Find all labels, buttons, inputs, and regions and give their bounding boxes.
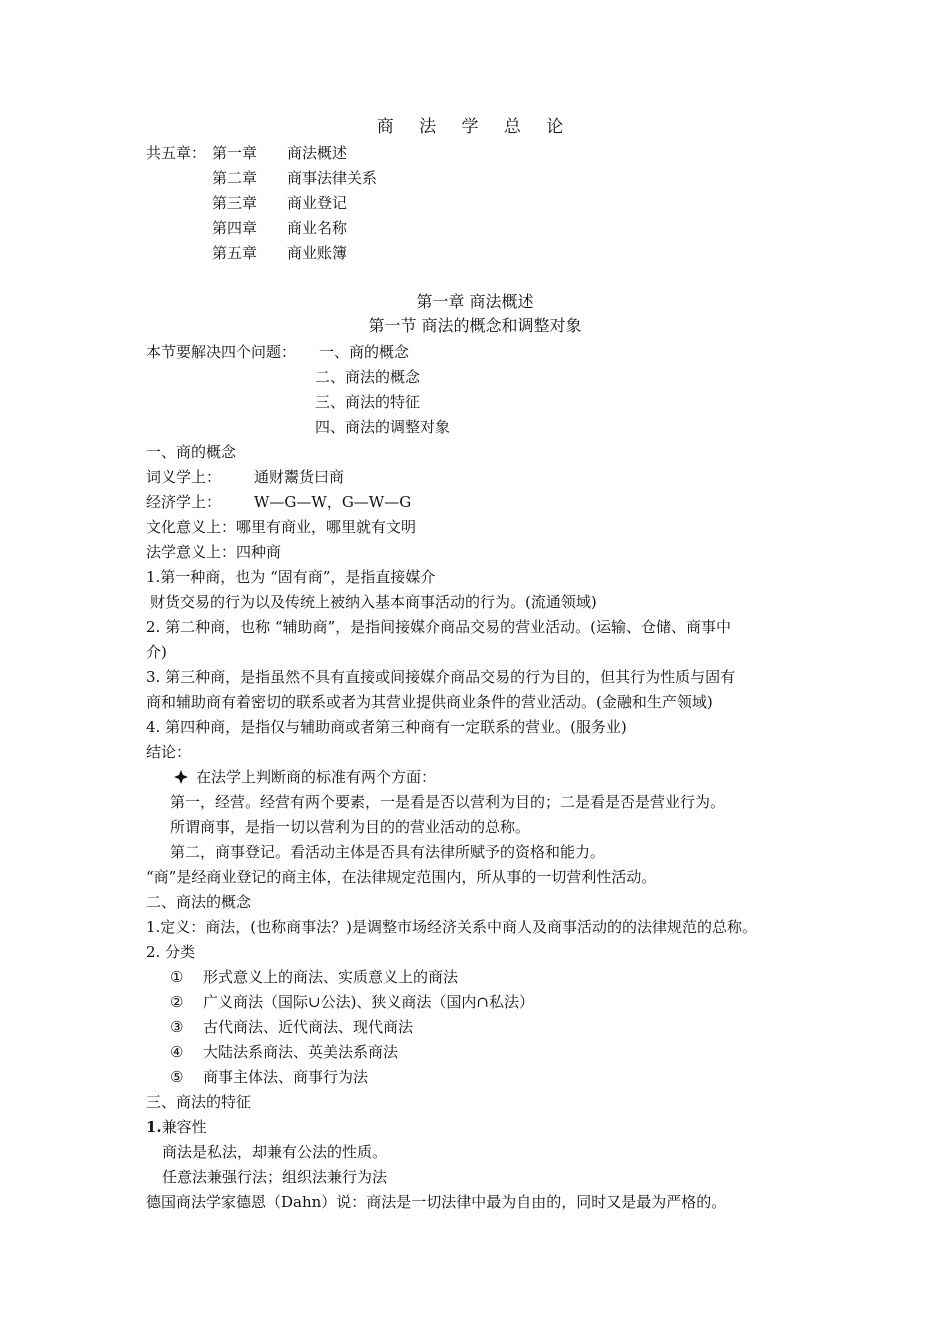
row-label: 经济学上： xyxy=(146,493,222,511)
row-label: 词义学上： xyxy=(146,468,222,486)
conclusion-label: 结论： xyxy=(146,743,192,761)
part2-heading: 二、商法的概念 xyxy=(146,893,252,911)
paragraph-line: 4. 第四种商，是指仅与辅助商或者第三种商有一定联系的营业。(服务业) xyxy=(146,718,627,736)
category-text: 大陆法系商法、英美法系商法 xyxy=(203,1043,399,1061)
problem-item: 一、商的概念 xyxy=(319,343,410,361)
category-text: 古代商法、近代商法、现代商法 xyxy=(203,1018,414,1036)
section-heading: 第一节 商法的概念和调整对象 xyxy=(368,316,582,335)
subheading-title: 兼容性 xyxy=(161,1118,207,1136)
problem-item: 二、商法的概念 xyxy=(315,368,421,386)
toc-chapter-name: 商事法律关系 xyxy=(287,169,378,187)
category-text: 商事主体法、商事行为法 xyxy=(203,1068,369,1086)
toc-chapter-name: 商业账簿 xyxy=(287,244,348,262)
paragraph-line: 商和辅助商有着密切的联系或者为其营业提供商业条件的营业活动。(金融和生产领域) xyxy=(146,693,713,711)
category-mark: ③ xyxy=(170,1018,184,1036)
paragraph-line: 1.第一种商，也为 “固有商”，是指直接媒介 xyxy=(146,568,436,586)
paragraph-line: 任意法兼强行法；组织法兼行为法 xyxy=(162,1168,388,1186)
row-value: 通财鬻货曰商 xyxy=(254,468,345,486)
paragraph-line: 第二，商事登记。看活动主体是否具有法律所赋予的资格和能力。 xyxy=(170,843,606,861)
paragraph-line: 3. 第三种商，是指虽然不具有直接或间接媒介商品交易的行为目的，但其行为性质与固有 xyxy=(146,668,736,686)
chapter-heading: 第一章 商法概述 xyxy=(416,292,534,311)
bullet-text: 在法学上判断商的标准有两个方面： xyxy=(196,768,437,786)
culture-line: 文化意义上：哪里有商业，哪里就有文明 xyxy=(146,518,417,536)
subheading xyxy=(146,1117,207,1137)
paragraph-line: 2. 第二种商，也称 “辅助商”，是指间接媒介商品交易的营业活动。(运输、仓储、商事中 xyxy=(146,618,732,636)
toc-chapter-name: 商业名称 xyxy=(287,219,348,237)
subheading-number: 1. xyxy=(146,1118,162,1136)
category-mark: ④ xyxy=(170,1043,184,1061)
toc-chapter-name: 商法概述 xyxy=(287,144,348,162)
category-mark: ① xyxy=(170,968,184,986)
problem-item: 三、商法的特征 xyxy=(315,393,421,411)
toc-chapter-num: 第五章 xyxy=(212,244,258,262)
paragraph-line: 介) xyxy=(146,643,167,661)
category-text: 形式意义上的商法、实质意义上的商法 xyxy=(203,968,459,986)
part3-heading: 三、商法的特征 xyxy=(146,1093,252,1111)
category-mark: ② xyxy=(170,993,184,1011)
toc-chapter-num: 第四章 xyxy=(212,219,258,237)
paragraph-line: 所谓商事，是指一切以营利为目的的营业活动的总称。 xyxy=(170,818,531,836)
problem-item: 四、商法的调整对象 xyxy=(315,418,451,436)
part1-heading: 一、商的概念 xyxy=(146,443,237,461)
paragraph-line: 商法是私法，却兼有公法的性质。 xyxy=(162,1143,388,1161)
problems-intro: 本节要解决四个问题： xyxy=(146,343,297,361)
paragraph-line: 德国商法学家德恩（Dahn）说：商法是一切法律中最为自由的，同时又是最为严格的。 xyxy=(146,1193,727,1211)
diamond-bullet-icon xyxy=(174,767,196,787)
category-text: 广义商法（国际∪公法)、狭义商法（国内∩私法） xyxy=(203,993,534,1011)
row-value: W—G—W，G—W—G xyxy=(254,493,412,511)
toc-chapter-name: 商业登记 xyxy=(287,194,348,212)
toc-prefix: 共五章： xyxy=(146,144,207,162)
category-label: 2. 分类 xyxy=(146,943,196,961)
paragraph-line: 第一，经营。经营有两个要素，一是看是否以营利为目的；二是看是否是营业行为。 xyxy=(170,793,726,811)
toc-chapter-num: 第三章 xyxy=(212,194,258,212)
law-line: 法学意义上：四种商 xyxy=(146,543,282,561)
toc-chapter-num: 第一章 xyxy=(212,144,258,162)
toc-chapter-num: 第二章 xyxy=(212,169,258,187)
paragraph-line: 财货交易的行为以及传统上被纳入基本商事活动的行为。(流通领域) xyxy=(150,593,597,611)
definition-line: 1.定义：商法，(也称商事法？)是调整市场经济关系中商人及商事活动的的法律规范的总称。 xyxy=(146,918,758,936)
document-title: 商 法 学 总 论 xyxy=(376,117,574,137)
bullet-line xyxy=(174,767,436,787)
summary-line: “商”是经商业登记的商主体，在法律规定范围内，所从事的一切营利性活动。 xyxy=(146,868,657,886)
category-mark: ⑤ xyxy=(170,1068,184,1086)
